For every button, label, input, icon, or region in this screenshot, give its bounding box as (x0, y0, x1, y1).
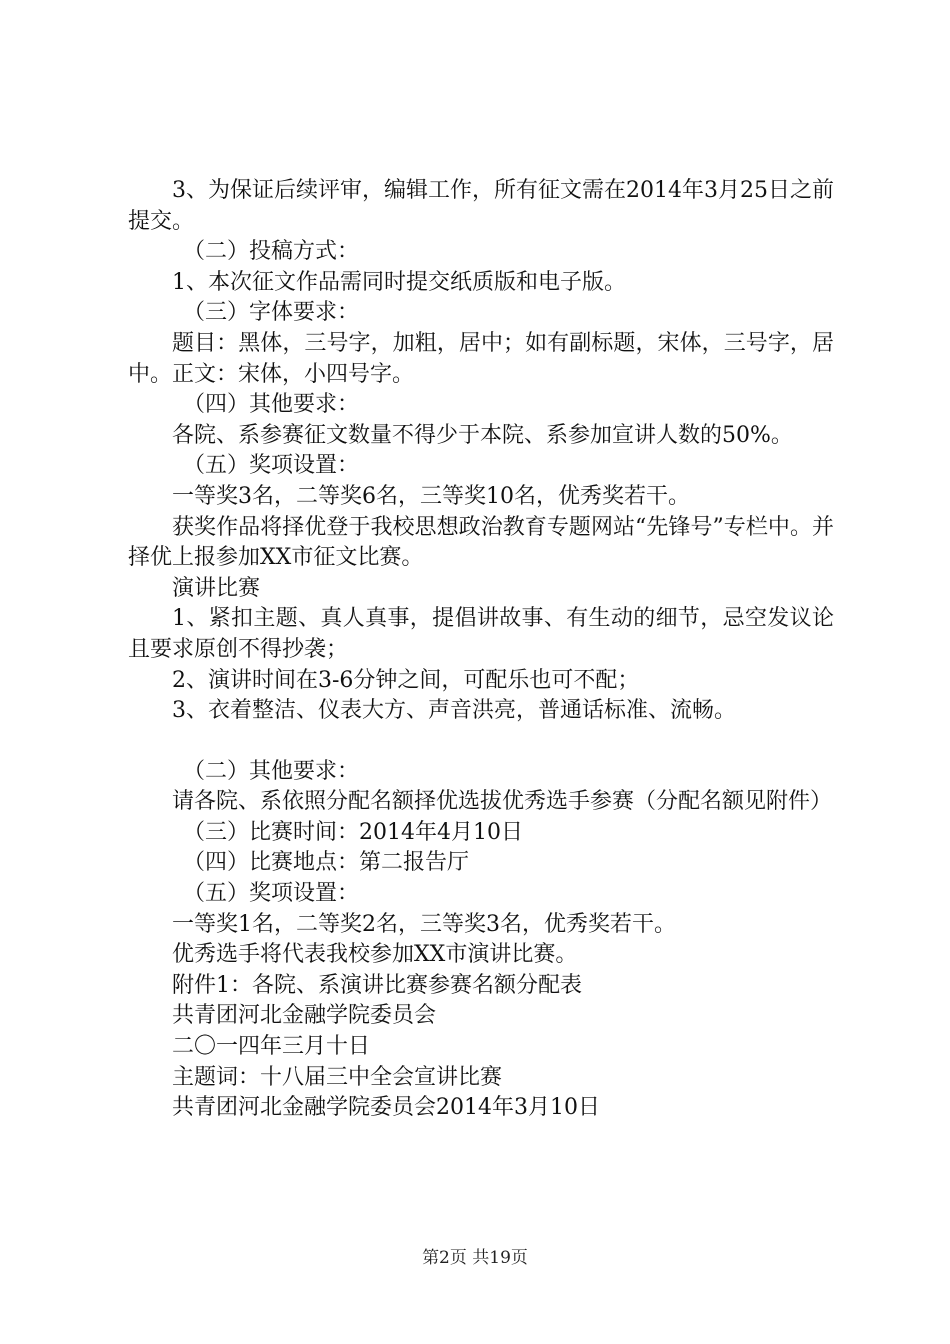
paragraph-issue-date: 二〇一四年三月十日 (172, 1034, 371, 1060)
paragraph-speech-rule-2: 2、演讲时间在3-6分钟之间，可配乐也可不配； (172, 667, 640, 693)
paragraph-speech-rule-1: 1、紧扣主题、真人真事，提倡讲故事、有生动的细节，忌空发议论且要求原创不得抄袭； (128, 606, 834, 662)
paragraph-contest-time: （三）比赛时间：2014年4月10日 (183, 819, 523, 845)
heading-speech-awards: （五）奖项设置： (183, 881, 360, 907)
paragraph-attachment: 附件1：各院、系演讲比赛参赛名额分配表 (172, 972, 582, 998)
paragraph-issuer-date: 共青团河北金融学院委员会2014年3月10日 (172, 1095, 600, 1121)
heading-other-requirements: （四）其他要求： (183, 392, 360, 418)
paragraph-submission-format: 1、本次征文作品需同时提交纸质版和电子版。 (172, 269, 626, 295)
heading-awards: （五）奖项设置： (183, 453, 360, 479)
blank-line (128, 727, 834, 757)
document-body (128, 176, 834, 1124)
paragraph-issuer: 共青团河北金融学院委员会 (172, 1003, 437, 1029)
paragraph-representatives: 优秀选手将代表我校参加XX市演讲比赛。 (172, 942, 578, 968)
paragraph-contest-venue: （四）比赛地点：第二报告厅 (183, 850, 470, 876)
paragraph-essay-quota: 各院、系参赛征文数量不得少于本院、系参加宣讲人数的50%。 (172, 422, 793, 448)
paragraph-speech-rule-3: 3、衣着整洁、仪表大方、声音洪亮，普通话标准、流畅。 (172, 698, 736, 724)
paragraph-essay-awards: 一等奖3名，二等奖6名，三等奖10名，优秀奖若干。 (172, 483, 690, 509)
heading-submission-method: （二）投稿方式： (183, 239, 360, 265)
heading-speech-contest: 演讲比赛 (172, 575, 261, 601)
paragraph-publication: 获奖作品将择优登于我校思想政治教育专题网站“先锋号”专栏中。并择优上报参加XX市征文比赛。 (128, 514, 834, 571)
page-footer: 第2页 共19页 (422, 1248, 528, 1268)
paragraph-font-rules: 题目：黑体，三号字，加粗，居中；如有副标题，宋体，三号字，居中。正文：宋体，小四号字。 (128, 330, 834, 387)
paragraph-deadline: 3、为保证后续评审，编辑工作，所有征文需在2014年3月25日之前提交。 (128, 178, 834, 234)
heading-speech-other-requirements: （二）其他要求： (183, 758, 360, 784)
paragraph-speech-selection: 请各院、系依照分配名额择优选拔优秀选手参赛（分配名额见附件） (172, 789, 833, 815)
heading-font-requirements: （三）字体要求： (183, 300, 360, 326)
paragraph-keywords: 主题词：十八届三中全会宣讲比赛 (172, 1064, 503, 1090)
paragraph-speech-awards: 一等奖1名，二等奖2名，三等奖3名，优秀奖若干。 (172, 911, 676, 937)
